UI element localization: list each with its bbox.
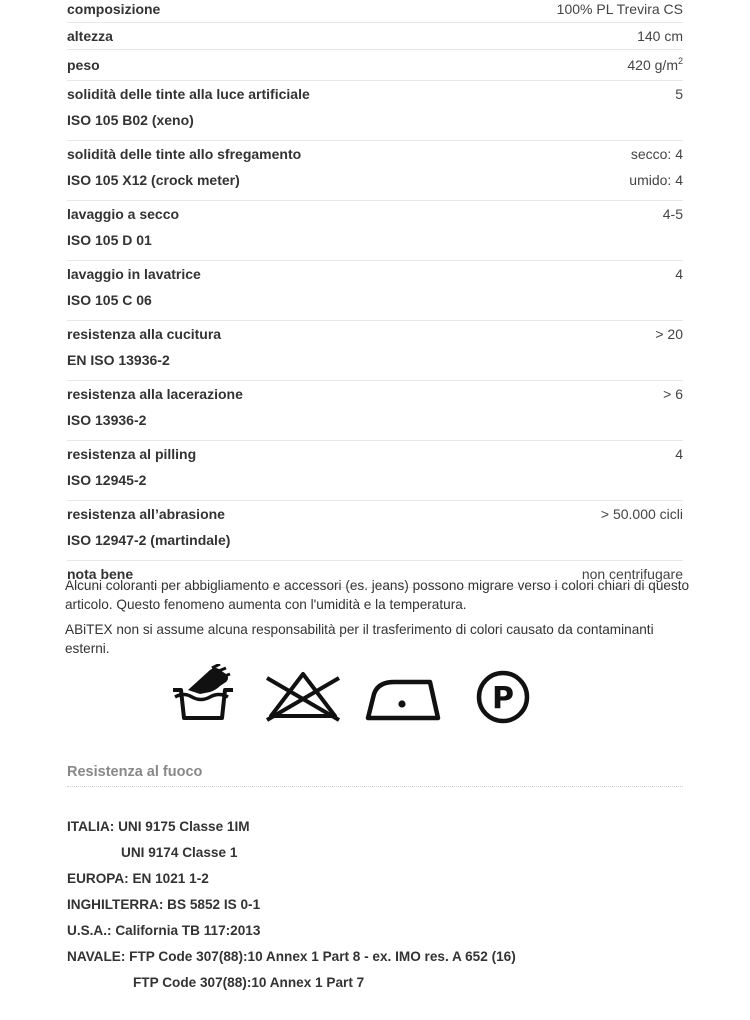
spec-row-composizione (67, 0, 683, 23)
spec-label: resistenza alla cucitura (67, 326, 222, 342)
spec-value: umido: 4 (629, 172, 683, 188)
spec-row-lavatrice (67, 261, 683, 321)
spec-value: non centrifugare (581, 566, 683, 582)
spec-value: 5 (675, 86, 683, 102)
fire-resistance-list (67, 814, 516, 996)
spec-row-lavaggio-secco (67, 201, 683, 261)
spec-row-lacerazione (67, 381, 683, 441)
spec-value: secco: 4 (630, 146, 683, 162)
spec-table (67, 0, 683, 588)
spec-value: > 6 (663, 386, 683, 402)
spec-norm: ISO 105 B02 (xeno) (67, 112, 194, 128)
spec-row-luce (67, 81, 683, 141)
spec-row-sfregamento (67, 141, 683, 201)
spec-label: lavaggio a secco (67, 206, 180, 222)
spec-norm: ISO 105 D 01 (67, 232, 152, 248)
section-title-fire: Resistenza al fuoco (67, 764, 683, 787)
spec-value: 4 (675, 446, 683, 462)
fire-line-usa: U.S.A.: California TB 117:2013 (67, 923, 261, 938)
do-not-bleach-icon (263, 664, 341, 728)
spec-label: resistenza alla lacerazione (67, 386, 243, 402)
notes (65, 576, 690, 664)
fire-line-italia: ITALIA: UNI 9175 Classe 1IM (67, 819, 250, 834)
spec-value: 4-5 (662, 206, 683, 222)
fire-line-europa: EUROPA: EN 1021 1-2 (67, 871, 209, 886)
svg-text:P: P (492, 681, 514, 716)
care-symbols (170, 664, 540, 728)
spec-norm: ISO 13936-2 (67, 412, 147, 428)
spec-norm: EN ISO 13936-2 (67, 352, 170, 368)
spec-row-abrasione (67, 501, 683, 561)
fire-line-navale: NAVALE: FTP Code 307(88):10 Annex 1 Part 8 - ex. IMO res. A 652 (16) (67, 949, 516, 964)
spec-row-pilling (67, 441, 683, 501)
spec-value: > 50.000 cicli (600, 506, 683, 522)
spec-label: nota bene (67, 566, 134, 582)
spec-norm: ISO 105 X12 (crock meter) (67, 172, 240, 188)
spec-label: solidità delle tinte alla luce artificiale (67, 86, 310, 102)
fire-line-navale-2: FTP Code 307(88):10 Annex 1 Part 7 (133, 975, 365, 990)
spec-label: composizione (67, 1, 161, 17)
iron-low-icon (364, 664, 442, 728)
note-migration: Alcuni coloranti per abbigliamento e accessori (es. jeans) possono migrare verso i colori chiari di questo articolo. Questo fenomeno aumenta con l'umidità e la temperatura. (65, 578, 690, 612)
spec-row-altezza (67, 23, 683, 50)
spec-value: 140 cm (637, 28, 683, 44)
spec-norm: ISO 12945-2 (67, 472, 147, 488)
spec-value: 4 (675, 266, 683, 282)
spec-row-peso (67, 50, 683, 81)
spec-label: lavaggio in lavatrice (67, 266, 201, 282)
fire-line-italia-2: UNI 9174 Classe 1 (121, 845, 238, 860)
spec-label: altezza (67, 28, 113, 44)
spec-value: > 20 (655, 326, 683, 342)
spec-label: resistenza all’abrasione (67, 506, 225, 522)
spec-norm: ISO 12947-2 (martindale) (67, 532, 231, 548)
hand-wash-icon (170, 664, 248, 728)
dry-clean-p-icon (473, 664, 551, 728)
spec-label: solidità delle tinte allo sfregamento (67, 146, 302, 162)
note-disclaimer: ABiTEX non si assume alcuna responsabilità per il trasferimento di colori causato da contaminanti esterni. (65, 622, 654, 656)
spec-label: resistenza al pilling (67, 446, 197, 462)
spec-label: peso (67, 57, 100, 73)
fire-line-inghilterra: INGHILTERRA: BS 5852 IS 0-1 (67, 897, 261, 912)
spec-row-cucitura (67, 321, 683, 381)
spec-norm: ISO 105 C 06 (67, 292, 152, 308)
spec-value: 100% PL Trevira CS (556, 1, 683, 17)
spec-value: 420 $g/m^2$ (627, 56, 683, 73)
